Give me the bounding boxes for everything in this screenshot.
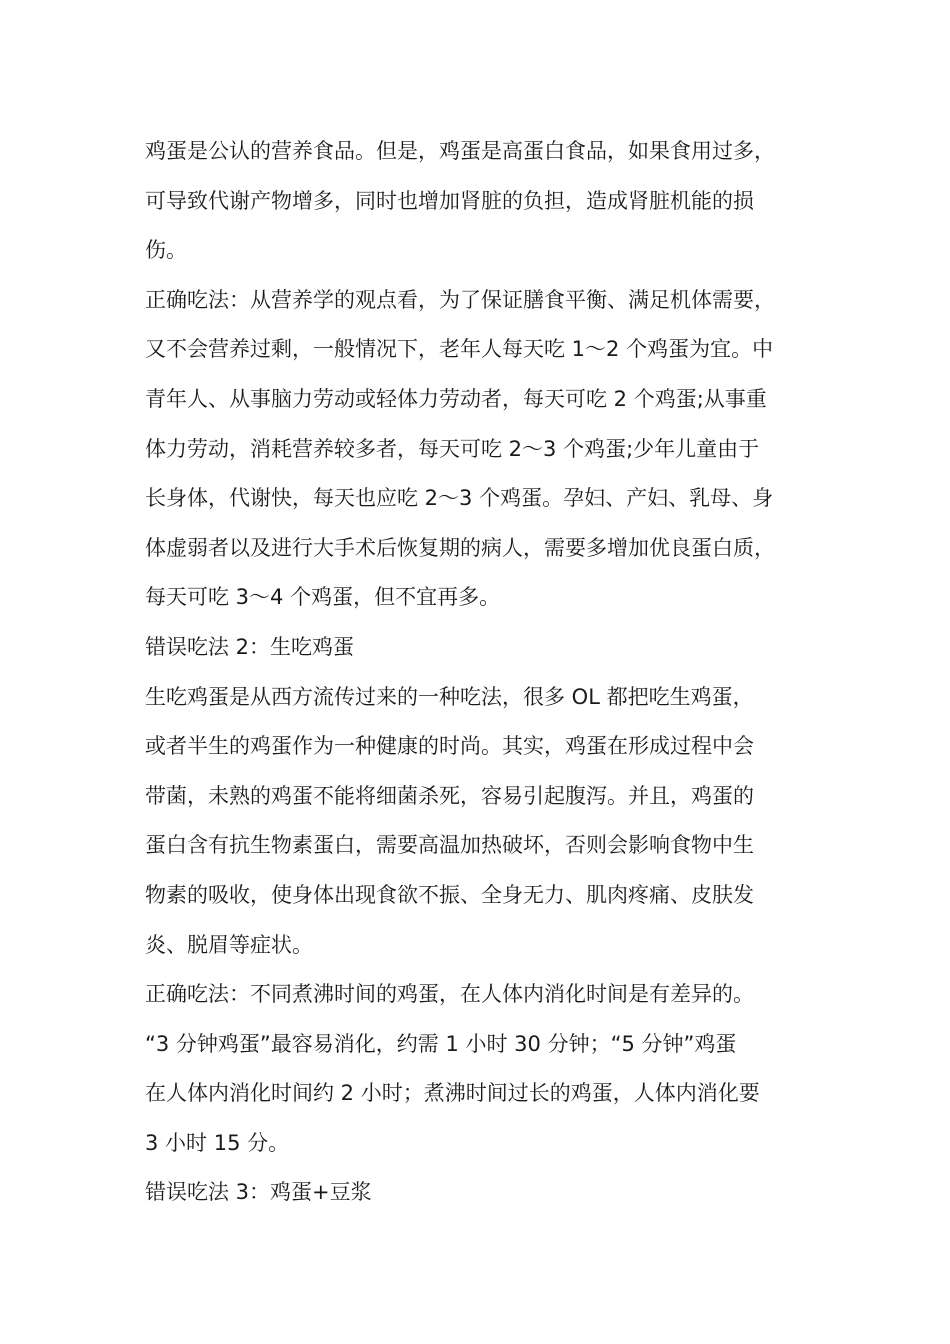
text-line-10: 每天可吃 3～4 个鸡蛋，但不宜再多。 — [145, 585, 501, 610]
text-line-5: 又不会营养过剩，一般情况下，老年人每天吃 1～2 个鸡蛋为宜。中 — [145, 337, 774, 362]
text-line-16: 物素的吸收，使身体出现食欲不振、全身无力、肌肉疼痛、皮肤发 — [145, 882, 754, 907]
section-heading-2: 错误吃法 2：生吃鸡蛋 — [145, 634, 355, 659]
document-body — [145, 127, 810, 1218]
text-line-15: 蛋白含有抗生物素蛋白，需要高温加热破坏，否则会影响食物中生 — [145, 833, 754, 858]
text-line-1: 鸡蛋是公认的营养食品。但是，鸡蛋是高蛋白食品，如果食用过多， — [145, 139, 775, 163]
text-line-20: 在人体内消化时间约 2 小时；煮沸时间过长的鸡蛋，人体内消化要 — [145, 1081, 760, 1106]
text-line-13: 或者半生的鸡蛋作为一种健康的时尚。其实，鸡蛋在形成过程中会 — [145, 734, 754, 759]
text-line-7: 体力劳动，消耗营养较多者，每天可吃 2～3 个鸡蛋;少年儿童由于 — [145, 436, 760, 461]
text-line-18: 正确吃法：不同煮沸时间的鸡蛋，在人体内消化时间是有差异的。 — [145, 982, 754, 1007]
text-line-3: 伤。 — [145, 238, 187, 263]
text-line-9: 体虚弱者以及进行大手术后恢复期的病人，需要多增加优良蛋白质， — [145, 535, 775, 560]
text-line-4: 正确吃法：从营养学的观点看，为了保证膳食平衡、满足机体需要， — [145, 287, 775, 312]
text-line-12: 生吃鸡蛋是从西方流传过来的一种吃法，很多 OL 都把吃生鸡蛋， — [145, 684, 754, 709]
text-line-8: 长身体，代谢快，每天也应吃 2～3 个鸡蛋。孕妇、产妇、乳母、身 — [145, 486, 774, 511]
text-line-6: 青年人、从事脑力劳动或轻体力劳动者，每天可吃 2 个鸡蛋;从事重 — [145, 386, 767, 411]
text-line-2: 可导致代谢产物增多，同时也增加肾脏的负担，造成肾脏机能的损 — [145, 188, 754, 213]
text-line-14: 带菌，未熟的鸡蛋不能将细菌杀死，容易引起腹泻。并且，鸡蛋的 — [145, 783, 754, 808]
text-line-19: “3 分钟鸡蛋”最容易消化，约需 1 小时 30 分钟；“5 分钟”鸡蛋 — [145, 1031, 737, 1056]
text-line-17: 炎、脱眉等症状。 — [145, 932, 313, 957]
section-heading-3: 错误吃法 3：鸡蛋+豆浆 — [145, 1180, 372, 1205]
text-line-21: 3 小时 15 分。 — [145, 1130, 290, 1155]
